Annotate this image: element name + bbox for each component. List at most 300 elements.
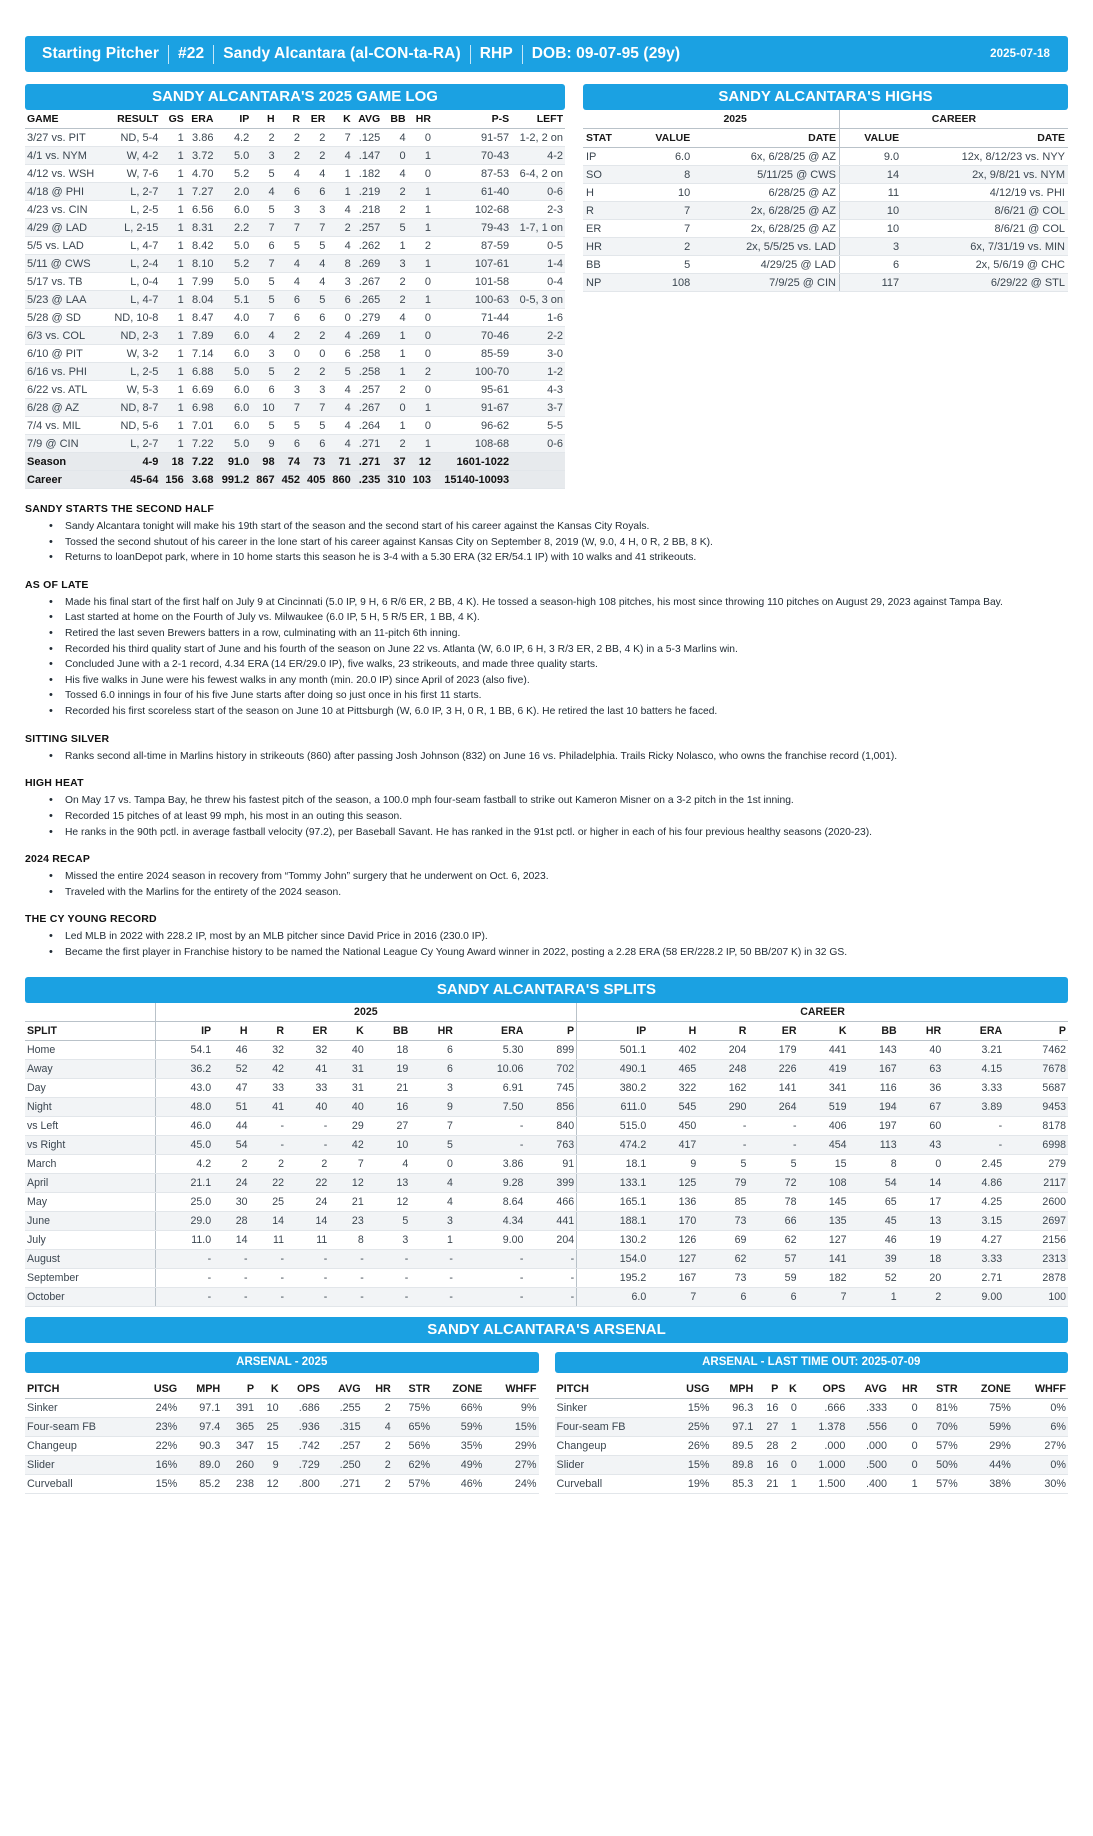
game-log-cell: L, 0-4 — [106, 273, 161, 291]
highs-date-career: 8/6/21 @ COL — [902, 220, 1068, 238]
splits-cell-career: 8178 — [1004, 1116, 1068, 1135]
game-log-cell: .267 — [353, 399, 382, 417]
game-log-row — [25, 201, 565, 219]
player-number: #22 — [178, 45, 205, 62]
splits-cell-2025: 33 — [250, 1078, 286, 1097]
game-log-cell: 0-4 — [511, 273, 565, 291]
game-log-cell: 0 — [382, 399, 407, 417]
splits-cell-2025: 745 — [525, 1078, 576, 1097]
player-notes-page — [0, 36, 1093, 1494]
splits-cell-2025: 45.0 — [155, 1135, 213, 1154]
game-log-cell: 6/16 vs. PHI — [25, 363, 106, 381]
splits-cell-career: 165.1 — [577, 1192, 649, 1211]
game-log-cell: 4 — [382, 165, 407, 183]
arsenal-last-out-cell: 1 — [780, 1474, 798, 1493]
arsenal-last-out-col-usg: USG — [669, 1380, 712, 1399]
game-log-total-cell: 452 — [277, 471, 302, 489]
splits-label: July — [25, 1230, 155, 1249]
arsenal-2025-col-pitch: PITCH — [25, 1380, 137, 1399]
splits-cell-2025: - — [410, 1268, 455, 1287]
splits-cell-2025: - — [366, 1249, 411, 1268]
highs-col-3: VALUE — [839, 129, 902, 148]
game-log-row — [25, 291, 565, 309]
game-log-cell: 5.0 — [215, 147, 251, 165]
splits-cell-2025: 5.30 — [455, 1040, 525, 1059]
game-log-cell: 10 — [251, 399, 276, 417]
game-log-total-cell: 860 — [327, 471, 352, 489]
arsenal-2025-cell: 59% — [432, 1417, 484, 1436]
highs-value-career: 10 — [839, 202, 902, 220]
splits-cell-2025: 19 — [366, 1059, 411, 1078]
arsenal-2025-cell: 15% — [137, 1474, 179, 1493]
arsenal-2025-cell: 23% — [137, 1417, 179, 1436]
splits-cell-career: 501.1 — [577, 1040, 649, 1059]
splits-cell-2025: 441 — [525, 1211, 576, 1230]
arsenal-last-out-cell: 21 — [755, 1474, 780, 1493]
game-log-cell: 1 — [160, 255, 185, 273]
splits-cell-career: 380.2 — [577, 1078, 649, 1097]
game-log-cell: 1-2 — [511, 363, 565, 381]
arsenal-2025-cell: 22% — [137, 1436, 179, 1455]
notes-bullet: • His five walks in June were his fewest walks in any month (min. 20.0 IP) since April of 2023 (also five). — [43, 674, 1068, 689]
notes-bullet: • Concluded June with a 2-1 record, 4.34 ERA (14 ER/29.0 IP), five walks, 23 strikeouts, and made three quality starts. — [43, 658, 1068, 673]
highs-value-2025: 2 — [631, 238, 693, 256]
game-log-cell: L, 2-5 — [106, 363, 161, 381]
highs-date-career: 6/29/22 @ STL — [902, 274, 1068, 292]
highs-col-1: VALUE — [631, 129, 693, 148]
game-log-cell: 4/12 vs. WSH — [25, 165, 106, 183]
game-log-cell: 6.0 — [215, 201, 251, 219]
arsenal-last-out-cell: 57% — [920, 1436, 960, 1455]
splits-cell-career: 6 — [698, 1287, 748, 1306]
splits-row — [25, 1230, 1068, 1249]
splits-body — [25, 1040, 1068, 1306]
splits-cell-2025: 91 — [525, 1154, 576, 1173]
highs-row — [583, 274, 1068, 292]
splits-col-career-p: P — [1004, 1021, 1068, 1040]
game-log-cell: 2 — [408, 363, 433, 381]
game-log-cell: 7 — [277, 219, 302, 237]
arsenal-2025-cell: 365 — [222, 1417, 256, 1436]
splits-cell-2025: - — [455, 1116, 525, 1135]
game-log-cell: 6-4, 2 on — [511, 165, 565, 183]
splits-cell-career: 515.0 — [577, 1116, 649, 1135]
splits-cell-career: 545 — [648, 1097, 698, 1116]
arsenal-2025-body — [25, 1398, 539, 1493]
game-log-cell: 2 — [277, 327, 302, 345]
splits-cell-career: 67 — [899, 1097, 944, 1116]
game-log-cell: 6.0 — [215, 381, 251, 399]
game-log-cell: 2 — [277, 147, 302, 165]
arsenal-2025-row — [25, 1398, 539, 1417]
game-log-cell: 1 — [160, 291, 185, 309]
splits-cell-2025: - — [329, 1287, 365, 1306]
arsenal-2025-title: ARSENAL - 2025 — [25, 1352, 539, 1373]
arsenal-2025-col-k: K — [256, 1380, 281, 1399]
notes-heading: HIGH HEAT — [25, 777, 84, 790]
arsenal-last-out-cell: 1 — [780, 1417, 798, 1436]
splits-row — [25, 1040, 1068, 1059]
splits-col-2025-era: ERA — [455, 1021, 525, 1040]
notes-bullet: • On May 17 vs. Tampa Bay, he threw his fastest pitch of the season, a 100.0 mph four-seam fastball to strike out Kameron Misner on a 3-2 pitch in the 1st inning. — [43, 794, 1068, 809]
arsenal-last-out-cell: 89.5 — [712, 1436, 756, 1455]
highs-value-2025: 108 — [631, 274, 693, 292]
player-name: Sandy Alcantara (al-CON-ta-RA) — [223, 45, 461, 62]
arsenal-2025-cell: 2 — [363, 1398, 393, 1417]
game-log-cell: 3-0 — [511, 345, 565, 363]
game-log-cell: 0 — [382, 147, 407, 165]
game-log-cell: 0 — [408, 345, 433, 363]
arsenal-last-out-cell: 59% — [960, 1417, 1013, 1436]
splits-cell-career: 73 — [698, 1211, 748, 1230]
arsenal-2025-row — [25, 1455, 539, 1474]
arsenal-last-out-cell: 1 — [889, 1474, 920, 1493]
splits-cell-2025: 40 — [329, 1097, 365, 1116]
game-log-cell: 3-7 — [511, 399, 565, 417]
arsenal-2025-cell: 49% — [432, 1455, 484, 1474]
splits-cell-2025: - — [250, 1249, 286, 1268]
game-log-cell: 5 — [382, 219, 407, 237]
splits-cell-2025: 43.0 — [155, 1078, 213, 1097]
splits-cell-2025: - — [213, 1268, 249, 1287]
game-log-cell: 2 — [302, 327, 327, 345]
splits-cell-career: 402 — [648, 1040, 698, 1059]
highs-row — [583, 238, 1068, 256]
highs-table — [583, 110, 1068, 292]
splits-row — [25, 1249, 1068, 1268]
splits-cell-career: 5687 — [1004, 1078, 1068, 1097]
splits-col-2025-ip: IP — [155, 1021, 213, 1040]
highs-value-2025: 7 — [631, 202, 693, 220]
splits-cell-career: 7 — [798, 1287, 848, 1306]
game-log-total-cell: 3.68 — [186, 471, 216, 489]
game-log-row — [25, 399, 565, 417]
game-log-cell: 2 — [302, 147, 327, 165]
arsenal-last-out-cell: Slider — [555, 1455, 669, 1474]
game-log-cell: 5 — [302, 237, 327, 255]
game-log-col-game: GAME — [25, 110, 106, 129]
game-log-cell: 3 — [302, 381, 327, 399]
game-log-cell: .258 — [353, 363, 382, 381]
arsenal-2025-col-mph: MPH — [179, 1380, 222, 1399]
splits-table — [25, 1003, 1068, 1307]
arsenal-2025-cell: 27% — [484, 1455, 538, 1474]
splits-cell-career: 519 — [798, 1097, 848, 1116]
game-log-row — [25, 237, 565, 255]
game-log-cell: 1 — [160, 309, 185, 327]
game-log-cell: 7 — [277, 399, 302, 417]
game-log-cell: 3 — [277, 201, 302, 219]
game-log-cell: 7 — [251, 255, 276, 273]
splits-cell-2025: 44 — [213, 1116, 249, 1135]
splits-cell-2025: 840 — [525, 1116, 576, 1135]
game-log-cell: 4.2 — [215, 129, 251, 147]
splits-panel — [25, 977, 1068, 1307]
splits-cell-career: 125 — [648, 1173, 698, 1192]
game-log-total-cell: 37 — [382, 453, 407, 471]
arsenal-last-out-cell: 0 — [780, 1398, 798, 1417]
game-log-cell: L, 4-7 — [106, 237, 161, 255]
arsenal-last-out-col-k: K — [780, 1380, 798, 1399]
game-log-row — [25, 435, 565, 453]
game-log-cell: 100-70 — [433, 363, 511, 381]
game-log-title: SANDY ALCANTARA'S 2025 GAME LOG — [25, 84, 565, 110]
arsenal-last-out-cell: 89.8 — [712, 1455, 756, 1474]
game-log-cell: 6 — [251, 381, 276, 399]
splits-cell-career: 3.89 — [943, 1097, 1004, 1116]
arsenal-last-out-cell: .400 — [847, 1474, 889, 1493]
game-log-total-cell: .235 — [353, 471, 382, 489]
arsenal-2025-cell: .936 — [281, 1417, 322, 1436]
splits-cell-career: 417 — [648, 1135, 698, 1154]
highs-panel — [583, 84, 1068, 292]
game-log-cell: .267 — [353, 273, 382, 291]
arsenal-2025-cell: 12 — [256, 1474, 281, 1493]
splits-cell-2025: 10 — [366, 1135, 411, 1154]
splits-cell-career: 143 — [849, 1040, 899, 1059]
splits-label: August — [25, 1249, 155, 1268]
splits-header-row — [25, 1021, 1068, 1040]
highs-group-blank — [583, 110, 631, 129]
highs-value-2025: 6.0 — [631, 148, 693, 166]
game-log-total-cell: 4-9 — [106, 453, 161, 471]
highs-row — [583, 148, 1068, 166]
splits-cell-2025: 31 — [329, 1078, 365, 1097]
arsenal-last-out-cell: .000 — [799, 1436, 848, 1455]
player-throws: RHP — [479, 45, 513, 62]
game-log-cell: 6 — [277, 291, 302, 309]
splits-cell-2025: 54 — [213, 1135, 249, 1154]
player-header-bar — [25, 36, 1068, 72]
splits-cell-2025: 14 — [213, 1230, 249, 1249]
game-log-cell: 8.42 — [186, 237, 216, 255]
game-log-cell: 7.99 — [186, 273, 216, 291]
splits-col-2025-er: ER — [286, 1021, 329, 1040]
splits-cell-career: 36 — [899, 1078, 944, 1097]
splits-cell-2025: 41 — [286, 1059, 329, 1078]
arsenal-2025-cell: 65% — [393, 1417, 432, 1436]
splits-cell-career: 69 — [698, 1230, 748, 1249]
arsenal-last-out-col-ops: OPS — [799, 1380, 848, 1399]
splits-cell-2025: - — [525, 1268, 576, 1287]
game-log-cell: L, 4-7 — [106, 291, 161, 309]
game-log-cell: 5 — [251, 201, 276, 219]
arsenal-last-out-cell: 25% — [669, 1417, 712, 1436]
highs-date-2025: 6/28/25 @ AZ — [693, 184, 839, 202]
game-log-total-cell: 103 — [408, 471, 433, 489]
notes-bullet: • Recorded his first scoreless start of the season on June 10 at Pittsburgh (W, 6.0 IP, 3 H, 0 R, 1 BB, 6 K). He retired the last 10 batters he faced. — [43, 705, 1068, 720]
splits-cell-career: 78 — [748, 1192, 798, 1211]
game-log-header-row — [25, 110, 565, 129]
game-log-row — [25, 129, 565, 147]
splits-cell-career: 154.0 — [577, 1249, 649, 1268]
highs-date-2025: 2x, 6/28/25 @ AZ — [693, 202, 839, 220]
splits-cell-2025: 10.06 — [455, 1059, 525, 1078]
game-log-cell: 1 — [160, 273, 185, 291]
arsenal-last-out-cell: 2 — [780, 1436, 798, 1455]
game-log-cell: 3/27 vs. PIT — [25, 129, 106, 147]
game-log-cell: 7 — [251, 309, 276, 327]
arsenal-last-out-cell: 15% — [669, 1455, 712, 1474]
game-log-cell: 1 — [160, 327, 185, 345]
game-log-cell: 3 — [251, 345, 276, 363]
splits-cell-career: 204 — [698, 1040, 748, 1059]
highs-body — [583, 148, 1068, 292]
game-log-cell: 7 — [302, 399, 327, 417]
game-log-cell: 1-4 — [511, 255, 565, 273]
game-log-cell: 1 — [408, 147, 433, 165]
splits-cell-2025: - — [286, 1135, 329, 1154]
game-log-cell: 5.0 — [215, 273, 251, 291]
game-log-total-cell — [511, 453, 565, 471]
highs-value-career: 11 — [839, 184, 902, 202]
splits-cell-career: 167 — [648, 1268, 698, 1287]
highs-stat: IP — [583, 148, 631, 166]
splits-cell-career: 322 — [648, 1078, 698, 1097]
arsenal-last-out-cell: Curveball — [555, 1474, 669, 1493]
game-log-cell: 7.01 — [186, 417, 216, 435]
game-log-cell: 2-2 — [511, 327, 565, 345]
arsenal-last-out-cell: 70% — [920, 1417, 960, 1436]
splits-cell-2025: 21 — [329, 1192, 365, 1211]
arsenal-2025-cell: 2 — [363, 1455, 393, 1474]
splits-cell-2025: 7 — [410, 1116, 455, 1135]
splits-cell-career: 7462 — [1004, 1040, 1068, 1059]
splits-cell-career: 6.0 — [577, 1287, 649, 1306]
arsenal-2025-row — [25, 1436, 539, 1455]
splits-cell-2025: 54.1 — [155, 1040, 213, 1059]
splits-label: March — [25, 1154, 155, 1173]
game-log-cell: 6 — [327, 345, 352, 363]
game-log-cell: ND, 8-7 — [106, 399, 161, 417]
arsenal-last-out-cell: 27 — [755, 1417, 780, 1436]
splits-cell-career: 2 — [899, 1287, 944, 1306]
splits-row — [25, 1097, 1068, 1116]
game-log-cell: 4 — [382, 309, 407, 327]
game-log-cell: 1 — [382, 327, 407, 345]
game-log-cell: 5 — [251, 165, 276, 183]
arsenal-2025-col-hr: HR — [363, 1380, 393, 1399]
game-log-cell: 1 — [382, 237, 407, 255]
arsenal-2025-col-whff: WHFF — [484, 1380, 538, 1399]
game-log-col-h: H — [251, 110, 276, 129]
splits-cell-2025: 466 — [525, 1192, 576, 1211]
splits-cell-2025: 9.00 — [455, 1230, 525, 1249]
splits-label: June — [25, 1211, 155, 1230]
splits-cell-2025: 3 — [410, 1078, 455, 1097]
splits-cell-career: 2.45 — [943, 1154, 1004, 1173]
splits-cell-2025: 25.0 — [155, 1192, 213, 1211]
splits-cell-career: 1 — [849, 1287, 899, 1306]
game-log-cell: 5 — [277, 417, 302, 435]
game-log-cell: ND, 5-4 — [106, 129, 161, 147]
splits-cell-2025: - — [213, 1287, 249, 1306]
game-log-col-k: K — [327, 110, 352, 129]
arsenal-2025-col-str: STR — [393, 1380, 432, 1399]
game-log-cell: 0 — [277, 345, 302, 363]
splits-cell-career: 188.1 — [577, 1211, 649, 1230]
arsenal-2025-cell: 66% — [432, 1398, 484, 1417]
game-log-total-cell: 991.2 — [215, 471, 251, 489]
arsenal-2025-cell: 24% — [484, 1474, 538, 1493]
splits-cell-2025: 33 — [286, 1078, 329, 1097]
game-log-cell: ND, 10-8 — [106, 309, 161, 327]
splits-cell-career: 182 — [798, 1268, 848, 1287]
game-log-cell: 70-43 — [433, 147, 511, 165]
game-log-cell: 5/28 @ SD — [25, 309, 106, 327]
game-log-col-ip: IP — [215, 110, 251, 129]
splits-cell-2025: - — [250, 1135, 286, 1154]
highs-col-4: DATE — [902, 129, 1068, 148]
highs-value-2025: 10 — [631, 184, 693, 202]
splits-cell-career: 57 — [748, 1249, 798, 1268]
highs-stat: SO — [583, 166, 631, 184]
arsenal-last-out-table — [555, 1380, 1069, 1494]
game-log-cell: 4 — [327, 327, 352, 345]
arsenal-panel — [25, 1317, 1068, 1494]
arsenal-2025-cell: 391 — [222, 1398, 256, 1417]
game-log-cell: 1 — [160, 237, 185, 255]
arsenal-last-out-cell: .333 — [847, 1398, 889, 1417]
highs-stat: BB — [583, 256, 631, 274]
splits-cell-career: 13 — [899, 1211, 944, 1230]
game-log-total-cell: 310 — [382, 471, 407, 489]
game-log-cell: 85-59 — [433, 345, 511, 363]
game-log-cell: 79-43 — [433, 219, 511, 237]
arsenal-2025-table — [25, 1380, 539, 1494]
arsenal-last-out-cell: 0% — [1013, 1455, 1068, 1474]
player-dob: DOB: 09-07-95 (29y) — [531, 45, 681, 62]
splits-cell-career: 3.15 — [943, 1211, 1004, 1230]
game-log-total-cell: 74 — [277, 453, 302, 471]
splits-label: Away — [25, 1059, 155, 1078]
highs-value-2025: 5 — [631, 256, 693, 274]
arsenal-2025-cell: 89.0 — [179, 1455, 222, 1474]
arsenal-2025-cell: 238 — [222, 1474, 256, 1493]
game-log-cell: 8.10 — [186, 255, 216, 273]
arsenal-2025-cell: 2 — [363, 1436, 393, 1455]
game-log-row — [25, 183, 565, 201]
splits-cell-career: 126 — [648, 1230, 698, 1249]
arsenal-2025-cell: Curveball — [25, 1474, 137, 1493]
splits-cell-2025: 6 — [410, 1059, 455, 1078]
game-log-cell: .219 — [353, 183, 382, 201]
arsenal-2025-cell: 16% — [137, 1455, 179, 1474]
notes-bullet: • Sandy Alcantara tonight will make his 19th start of the season and the second start of his career against the Kansas City Royals. — [43, 520, 1068, 535]
game-log-cell: 2.0 — [215, 183, 251, 201]
arsenal-last-out-cell: 0% — [1013, 1398, 1068, 1417]
splits-cell-2025: - — [525, 1287, 576, 1306]
splits-cell-career: 8 — [849, 1154, 899, 1173]
splits-col-2025-p: P — [525, 1021, 576, 1040]
arsenal-last-out-row — [555, 1417, 1069, 1436]
splits-cell-2025: 3.86 — [455, 1154, 525, 1173]
splits-cell-career: 9 — [648, 1154, 698, 1173]
game-log-cell: .262 — [353, 237, 382, 255]
game-log-cell: 3 — [382, 255, 407, 273]
splits-cell-2025: 9.28 — [455, 1173, 525, 1192]
game-log-cell: W, 3-2 — [106, 345, 161, 363]
highs-date-2025: 4/29/25 @ LAD — [693, 256, 839, 274]
top-section — [25, 84, 1068, 489]
splits-row — [25, 1192, 1068, 1211]
game-log-cell: 5.0 — [215, 237, 251, 255]
splits-cell-career: 45 — [849, 1211, 899, 1230]
splits-cell-career: 195.2 — [577, 1268, 649, 1287]
splits-cell-career: 130.2 — [577, 1230, 649, 1249]
game-log-row — [25, 345, 565, 363]
game-log-cell: 1 — [160, 219, 185, 237]
